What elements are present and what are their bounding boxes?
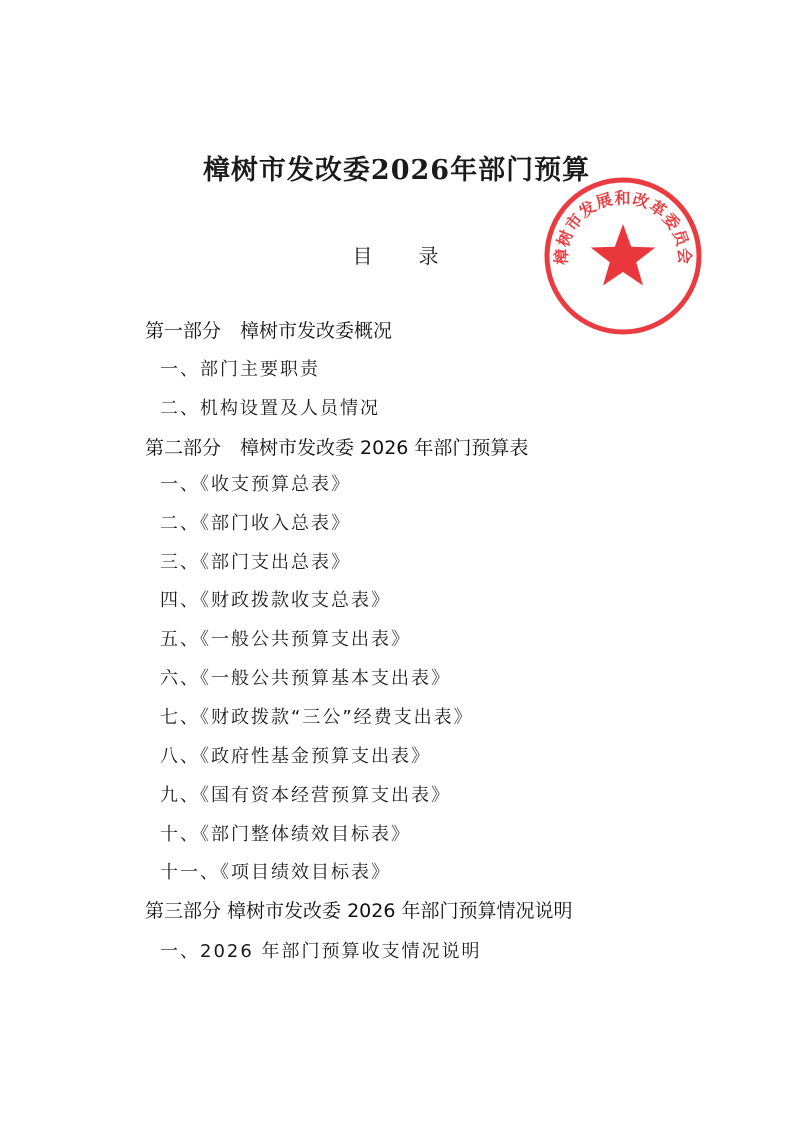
seal-star-icon <box>591 224 656 286</box>
toc-item: 五、《一般公共预算支出表》 <box>160 629 411 650</box>
toc-item: 十、《部门整体绩效目标表》 <box>160 824 411 845</box>
toc-item: 二、机构设置及人员情况 <box>160 398 380 419</box>
official-seal <box>543 176 703 336</box>
toc-part-heading: 第三部分 樟树市发改委 2026 年部门预算情况说明 <box>145 900 573 922</box>
toc-item: 二、《部门收入总表》 <box>160 513 351 534</box>
toc-item: 一、部门主要职责 <box>160 359 320 380</box>
toc-item: 十一、《项目绩效目标表》 <box>160 862 391 883</box>
toc-heading-char-1: 目 <box>352 244 375 268</box>
toc-part-heading: 第一部分 樟树市发改委概况 <box>145 320 393 342</box>
toc-item: 六、《一般公共预算基本支出表》 <box>160 668 451 689</box>
toc-item: 四、《财政拨款收支总表》 <box>160 590 391 611</box>
toc-heading-char-2: 录 <box>418 244 441 268</box>
toc-item: 一、2026 年部门预算收支情况说明 <box>160 941 482 962</box>
seal-text: 樟树市发展和改革委员会 <box>551 188 695 266</box>
toc-item: 三、《部门支出总表》 <box>160 552 351 573</box>
document-title: 樟树市发改委2026年部门预算 <box>202 155 591 186</box>
toc-item: 九、《国有资本经营预算支出表》 <box>160 785 451 806</box>
toc-item: 一、《收支预算总表》 <box>160 474 351 495</box>
toc-part-heading: 第二部分 樟树市发改委 2026 年部门预算表 <box>145 437 529 459</box>
toc-item: 八、《政府性基金预算支出表》 <box>160 746 431 767</box>
toc-item: 七、《财政拨款“三公”经费支出表》 <box>160 707 474 728</box>
